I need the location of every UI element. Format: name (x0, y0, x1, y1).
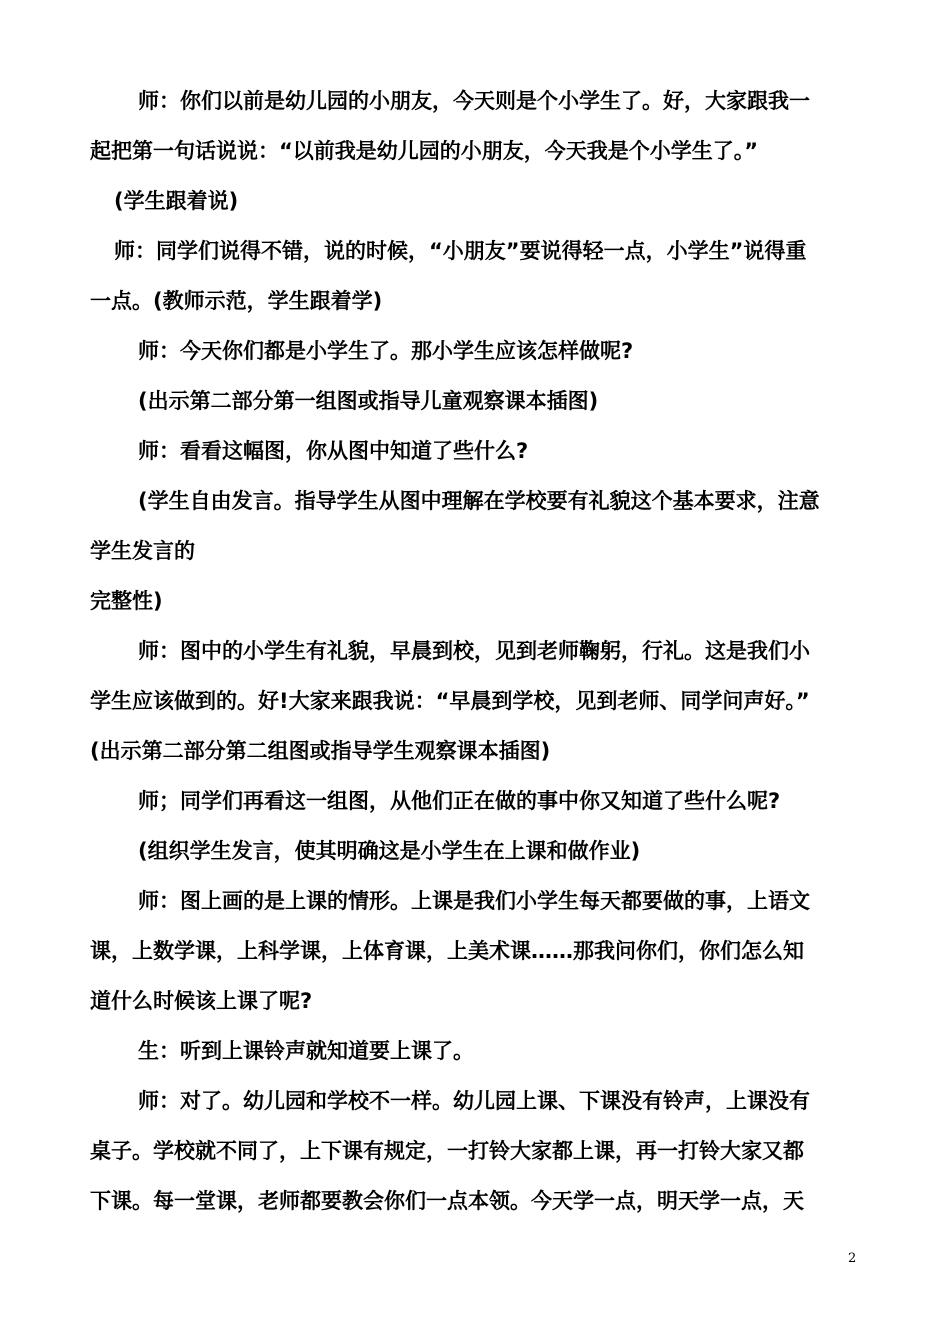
text-line: 下课。每一堂课，老师都要教会你们一点本领。今天学一点，明天学一点，天 (90, 1189, 804, 1213)
page-number: 2 (848, 1251, 857, 1266)
text-line: 师：你们以前是幼儿园的小朋友，今天则是个小学生了。好，大家跟我一 (138, 89, 810, 113)
text-line: 师；同学们再看这一组图，从他们正在做的事中你又知道了些什么呢? (138, 789, 781, 813)
text-line: 师：今天你们都是小学生了。那小学生应该怎样做呢? (138, 339, 634, 363)
text-line: 起把第一句话说说：“以前我是幼儿园的小朋友，今天我是个小学生了。” (90, 139, 759, 163)
text-line: 桌子。学校就不同了，上下课有规定，一打铃大家都上课，再一打铃大家又都 (90, 1139, 804, 1163)
text-line: 师：对了。幼儿园和学校不一样。幼儿园上课、下课没有铃声，上课没有 (138, 1089, 810, 1113)
text-line: 师：图上画的是上课的情形。上课是我们小学生每天都要做的事，上语文 (138, 889, 810, 913)
text-line: 师：同学们说得不错，说的时候，“小朋友”要说得轻一点，小学生”说得重 (114, 239, 807, 263)
text-line: (学生自由发言。指导学生从图中理解在学校要有礼貌这个基本要求，注意 (138, 489, 820, 513)
text-line: (出示第二部分第二组图或指导学生观察课本插图) (90, 739, 551, 763)
text-line: 一点。(教师示范，学生跟着学) (90, 289, 383, 313)
text-line: 师：图中的小学生有礼貌，早晨到校，见到老师鞠躬，行礼。这是我们小 (138, 639, 810, 663)
text-line: 学生应该做到的。好!大家来跟我说：“早晨到学校，见到老师、同学问声好。” (90, 689, 810, 713)
text-line: 师：看看这幅图，你从图中知道了些什么? (138, 439, 529, 463)
text-line: 完整性) (90, 589, 163, 613)
text-line: (组织学生发言，使其明确这是小学生在上课和做作业) (138, 839, 641, 863)
text-line: 生：听到上课铃声就知道要上课了。 (138, 1039, 474, 1063)
text-line: 课，上数学课，上科学课，上体育课，上美术课……那我问你们，你们怎么知 (90, 939, 804, 963)
text-line: (学生跟着说) (114, 189, 239, 213)
text-line: (出示第二部分第一组图或指导儿童观察课本插图) (138, 389, 599, 413)
text-line: 道什么时候该上课了呢? (90, 989, 313, 1013)
text-line: 学生发言的 (90, 539, 195, 563)
